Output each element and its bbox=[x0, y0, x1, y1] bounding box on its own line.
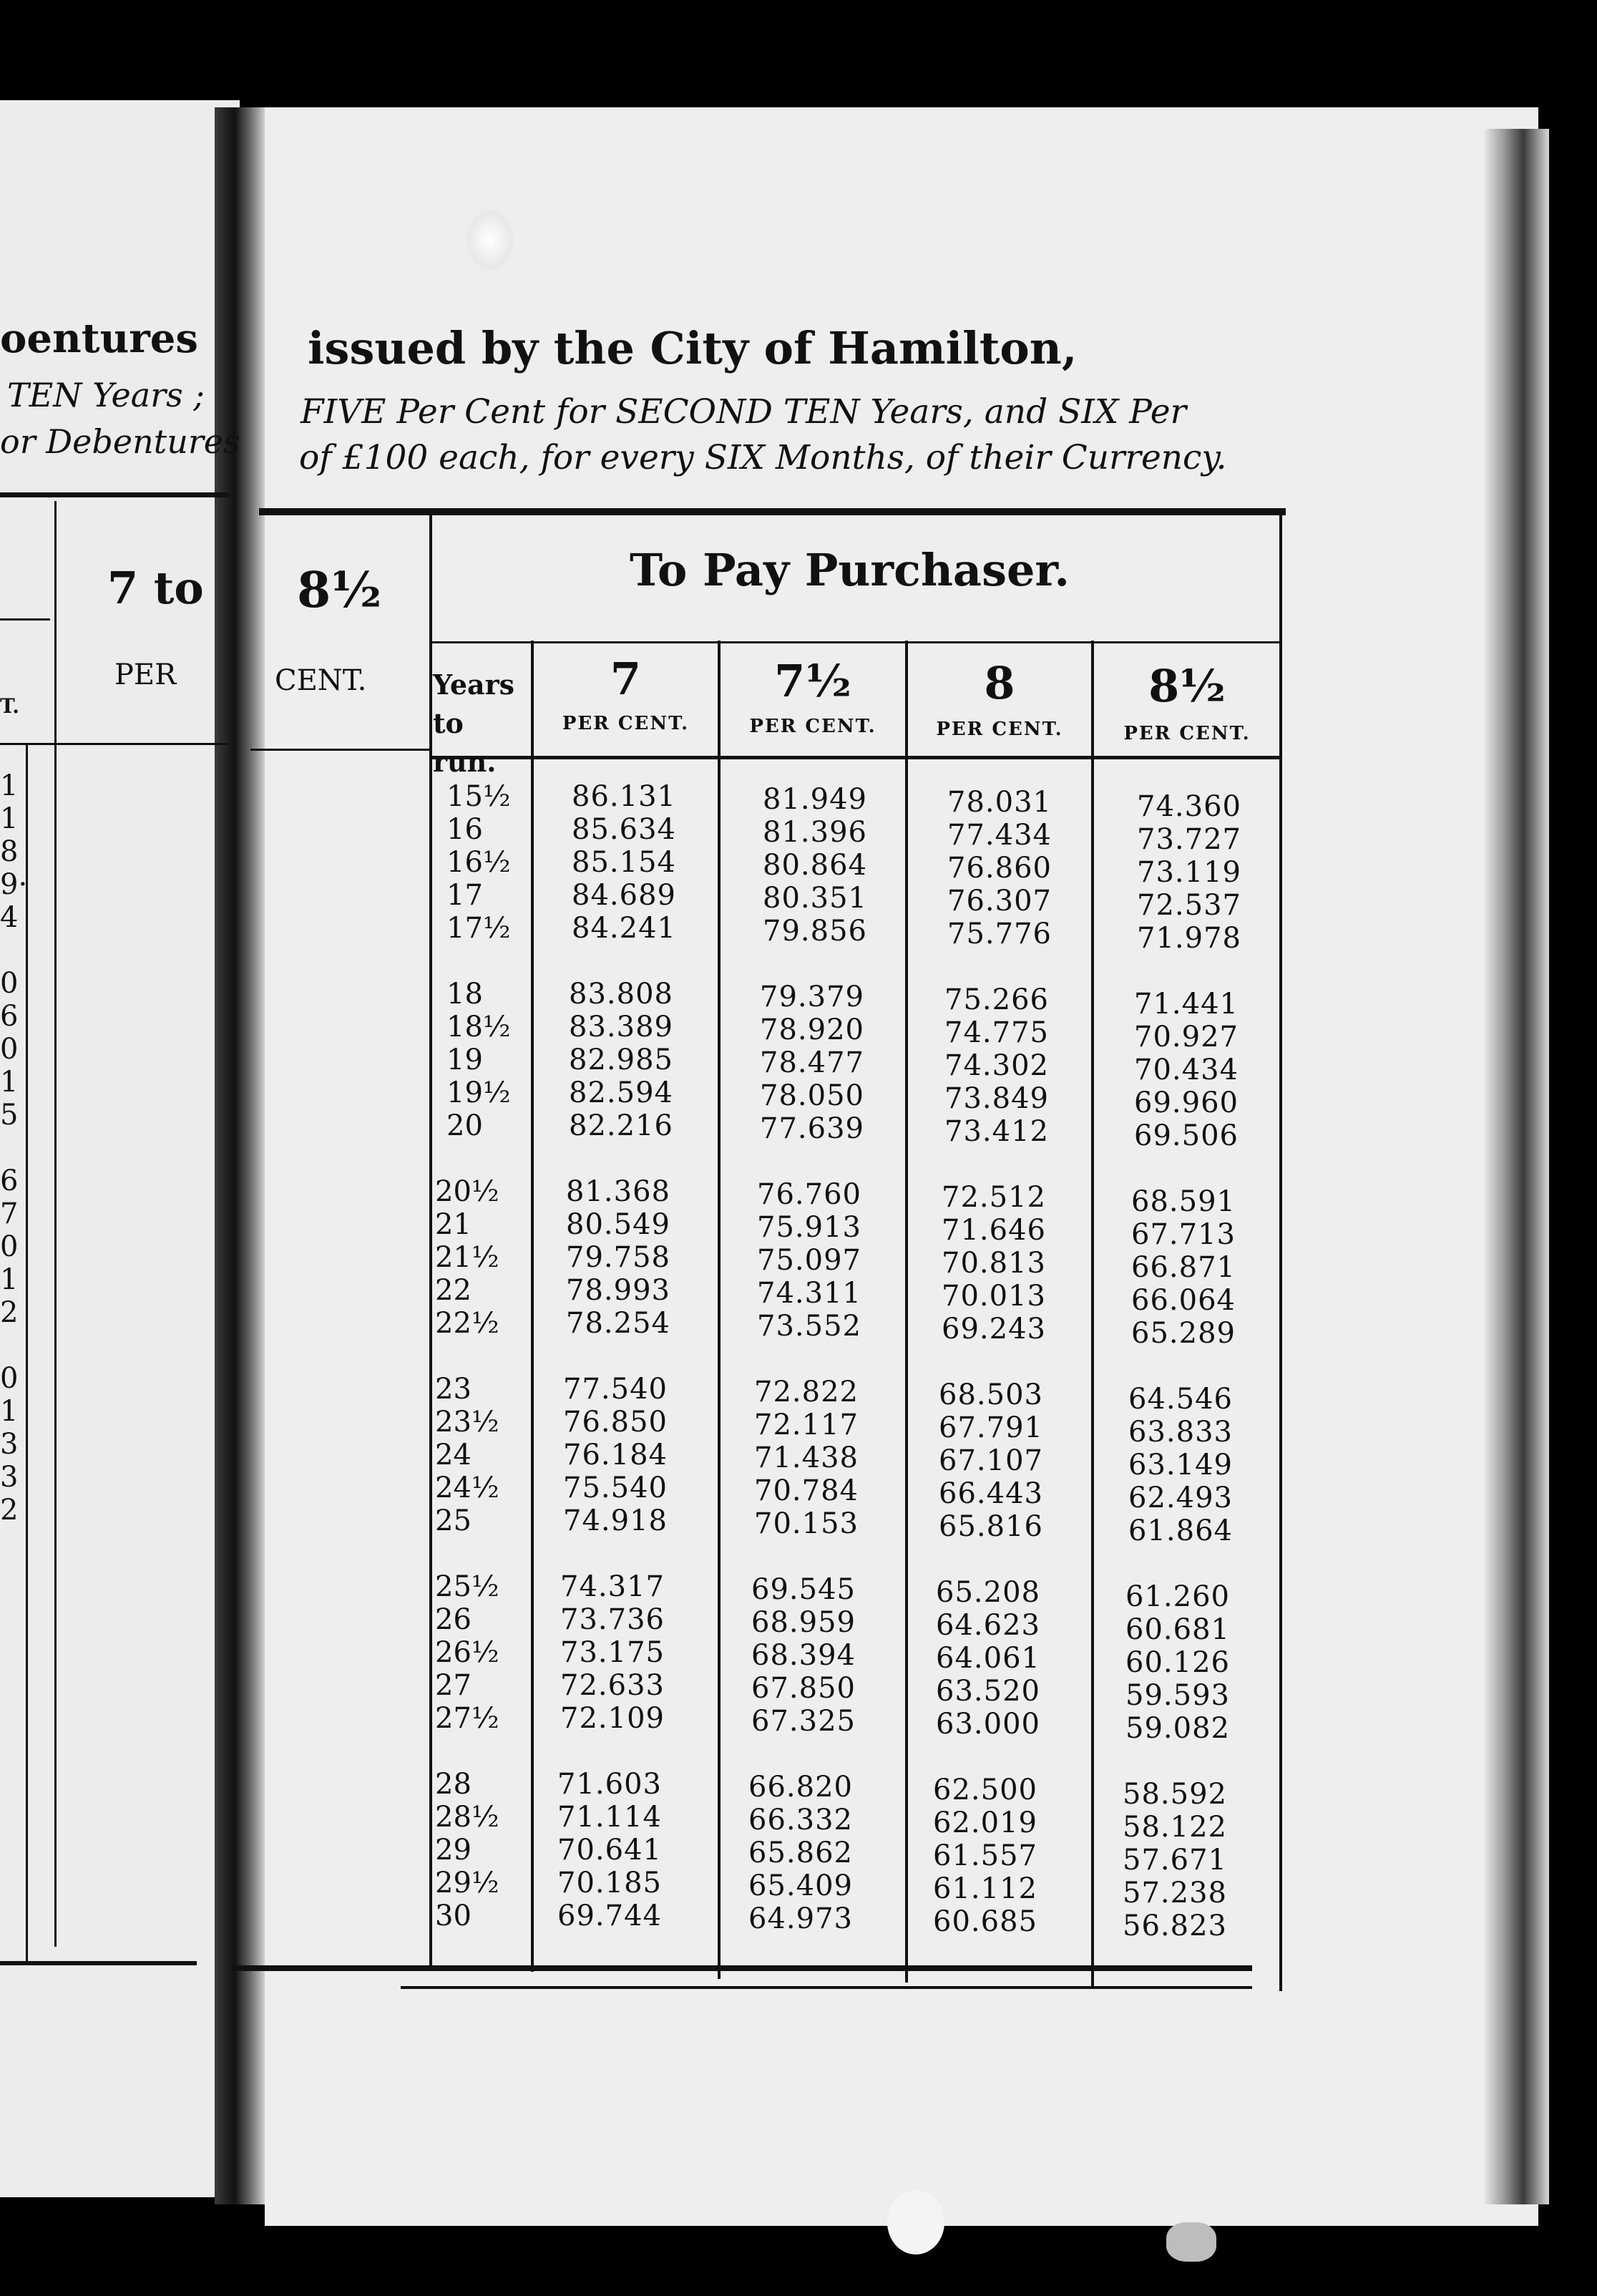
table-bottom-rule-2 bbox=[401, 1986, 1252, 1989]
col-divider-years bbox=[531, 641, 534, 1972]
value-cell: 71.441 bbox=[1134, 988, 1239, 1021]
left-col-rate: 8½ bbox=[297, 562, 382, 619]
value-cell: 81.949 bbox=[763, 783, 867, 816]
value-cell: 59.082 bbox=[1125, 1712, 1230, 1745]
value-cell: 65.289 bbox=[1131, 1317, 1236, 1350]
left-col-divider-2 bbox=[26, 744, 28, 1961]
value-cell: 80.351 bbox=[763, 882, 867, 915]
value-cell: 80.549 bbox=[566, 1208, 670, 1241]
value-cell: 82.985 bbox=[569, 1044, 673, 1076]
value-cell: 66.064 bbox=[1131, 1284, 1236, 1317]
years-cell: 18½ bbox=[446, 1011, 511, 1044]
value-cell: 70.784 bbox=[754, 1474, 859, 1507]
years-cell: 25 bbox=[435, 1504, 472, 1537]
left-row-fragment: 7 bbox=[0, 1197, 19, 1230]
left-col-st: T. bbox=[0, 694, 19, 718]
value-cell: 58.122 bbox=[1123, 1811, 1227, 1844]
value-cell: 78.050 bbox=[760, 1079, 864, 1112]
years-cell: 29 bbox=[435, 1834, 472, 1867]
years-cell: 17½ bbox=[446, 912, 511, 945]
value-cell: 68.591 bbox=[1131, 1185, 1236, 1218]
value-cell: 66.820 bbox=[748, 1771, 853, 1804]
value-cell: 67.107 bbox=[939, 1444, 1043, 1477]
table-title-rule bbox=[432, 641, 1281, 643]
value-cell: 67.791 bbox=[939, 1411, 1043, 1444]
left-row-fragment: 1 bbox=[0, 769, 19, 802]
value-cell: 80.864 bbox=[763, 849, 867, 882]
left-line-2: or Debentures bbox=[0, 422, 240, 461]
value-cell: 75.266 bbox=[944, 983, 1049, 1016]
years-cell: 24 bbox=[435, 1439, 472, 1472]
value-cell: 75.097 bbox=[757, 1244, 861, 1277]
value-cell: 69.744 bbox=[557, 1899, 662, 1932]
table-title: To Pay Purchaser. bbox=[630, 544, 1070, 596]
years-cell: 18 bbox=[446, 978, 483, 1011]
value-cell: 70.153 bbox=[754, 1507, 859, 1540]
value-cell: 65.862 bbox=[748, 1837, 853, 1869]
years-cell: 19 bbox=[446, 1044, 483, 1076]
left-sub-rule bbox=[0, 618, 50, 621]
rate-label-7half: PER CENT. bbox=[749, 716, 876, 737]
years-cell: 16½ bbox=[446, 846, 511, 879]
years-cell: 30 bbox=[435, 1899, 472, 1932]
value-cell: 74.317 bbox=[560, 1570, 665, 1603]
value-cell: 63.149 bbox=[1128, 1449, 1233, 1482]
left-row-fragment: 0 bbox=[0, 1033, 19, 1066]
years-cell: 23 bbox=[435, 1373, 472, 1406]
left-row-fragment: 8 bbox=[0, 835, 19, 868]
value-cell: 66.332 bbox=[748, 1804, 853, 1837]
years-cell: 25½ bbox=[435, 1570, 499, 1603]
value-cell: 69.960 bbox=[1134, 1086, 1239, 1119]
value-cell: 61.557 bbox=[933, 1839, 1037, 1872]
value-cell: 77.540 bbox=[563, 1373, 668, 1406]
left-col-per: PER bbox=[114, 658, 177, 691]
value-cell: 86.131 bbox=[572, 780, 676, 813]
value-cell: 73.552 bbox=[757, 1310, 861, 1343]
table-left-divider bbox=[429, 512, 432, 1967]
left-heading: oentures bbox=[0, 315, 198, 362]
value-cell: 68.959 bbox=[751, 1606, 856, 1639]
left-row-fragment: 1 bbox=[0, 1395, 19, 1428]
value-cell: 70.813 bbox=[942, 1247, 1046, 1280]
years-cell: 24½ bbox=[435, 1472, 499, 1504]
left-row-fragment: 6 bbox=[0, 1164, 19, 1197]
left-col-divider bbox=[54, 501, 57, 1947]
value-cell: 66.871 bbox=[1131, 1251, 1236, 1284]
table-header-rule bbox=[429, 756, 1281, 759]
value-cell: 73.175 bbox=[560, 1636, 665, 1669]
value-cell: 77.639 bbox=[760, 1112, 864, 1145]
left-row-fragment: 0 bbox=[0, 967, 19, 1000]
left-row-fragment: 2 bbox=[0, 1296, 19, 1329]
years-cell: 22 bbox=[435, 1274, 472, 1307]
years-cell: 15½ bbox=[446, 780, 511, 813]
value-cell: 78.920 bbox=[760, 1013, 864, 1046]
value-cell: 74.302 bbox=[944, 1049, 1049, 1082]
table-top-rule bbox=[259, 508, 1286, 515]
value-cell: 73.727 bbox=[1137, 823, 1241, 856]
col-divider-7 bbox=[718, 641, 721, 1979]
value-cell: 70.434 bbox=[1134, 1054, 1239, 1086]
col-divider-7half bbox=[905, 641, 908, 1983]
rate-label-8half: PER CENT. bbox=[1123, 723, 1251, 744]
value-cell: 78.993 bbox=[566, 1274, 670, 1307]
value-cell: 61.112 bbox=[933, 1872, 1037, 1905]
col-divider-8 bbox=[1091, 641, 1094, 1986]
left-col-header-rule bbox=[250, 749, 429, 751]
value-cell: 70.013 bbox=[942, 1280, 1046, 1313]
value-cell: 78.477 bbox=[760, 1046, 864, 1079]
left-col-7to: 7 to bbox=[107, 562, 204, 614]
value-cell: 71.646 bbox=[942, 1214, 1046, 1247]
years-cell: 27½ bbox=[435, 1702, 499, 1735]
value-cell: 60.126 bbox=[1125, 1646, 1230, 1679]
left-col-cent: CENT. bbox=[275, 664, 367, 697]
value-cell: 71.603 bbox=[557, 1768, 662, 1801]
value-cell: 65.208 bbox=[936, 1576, 1040, 1609]
value-cell: 62.019 bbox=[933, 1806, 1037, 1839]
value-cell: 72.537 bbox=[1137, 889, 1241, 922]
years-cell: 26 bbox=[435, 1603, 472, 1636]
years-cell: 22½ bbox=[435, 1307, 499, 1340]
value-cell: 57.671 bbox=[1123, 1844, 1227, 1877]
value-cell: 72.117 bbox=[754, 1409, 859, 1441]
table-bottom-rule bbox=[233, 1965, 1252, 1971]
value-cell: 68.503 bbox=[939, 1378, 1043, 1411]
value-cell: 57.238 bbox=[1123, 1877, 1227, 1910]
subtitle-line-1: FIVE Per Cent for SECOND TEN Years, and SIX Per bbox=[301, 392, 1187, 432]
rate-header-8half: 8½ bbox=[1148, 660, 1226, 712]
value-cell: 65.409 bbox=[748, 1869, 853, 1902]
value-cell: 72.512 bbox=[942, 1181, 1046, 1214]
value-cell: 72.109 bbox=[560, 1702, 665, 1735]
left-row-fragment: 1 bbox=[0, 1263, 19, 1296]
years-cell: 29½ bbox=[435, 1867, 499, 1899]
value-cell: 74.311 bbox=[757, 1277, 861, 1310]
left-header-rule bbox=[0, 743, 229, 745]
value-cell: 64.061 bbox=[936, 1642, 1040, 1675]
left-row-fragment: 0 bbox=[0, 1362, 19, 1395]
years-cell: 20½ bbox=[435, 1175, 499, 1208]
left-row-fragment: 3 bbox=[0, 1428, 19, 1461]
value-cell: 64.973 bbox=[748, 1902, 853, 1935]
value-cell: 56.823 bbox=[1123, 1910, 1227, 1942]
left-row-fragment: 3 bbox=[0, 1461, 19, 1494]
value-cell: 73.736 bbox=[560, 1603, 665, 1636]
value-cell: 69.506 bbox=[1134, 1119, 1239, 1152]
years-cell: 19½ bbox=[446, 1076, 511, 1109]
value-cell: 79.379 bbox=[760, 981, 864, 1013]
value-cell: 82.594 bbox=[569, 1076, 673, 1109]
rate-header-7half: 7½ bbox=[774, 655, 851, 707]
rate-label-7: PER CENT. bbox=[562, 713, 690, 734]
value-cell: 72.822 bbox=[754, 1376, 859, 1409]
years-cell: 21½ bbox=[435, 1241, 499, 1274]
value-cell: 71.438 bbox=[754, 1441, 859, 1474]
value-cell: 64.623 bbox=[936, 1609, 1040, 1642]
value-cell: 62.500 bbox=[933, 1774, 1037, 1806]
value-cell: 74.918 bbox=[563, 1504, 668, 1537]
left-row-fragment: 4 bbox=[0, 901, 19, 934]
years-cell: 27 bbox=[435, 1669, 472, 1702]
value-cell: 67.850 bbox=[751, 1672, 856, 1705]
value-cell: 79.856 bbox=[763, 915, 867, 948]
value-cell: 62.493 bbox=[1128, 1482, 1233, 1514]
value-cell: 73.849 bbox=[944, 1082, 1049, 1115]
value-cell: 64.546 bbox=[1128, 1383, 1233, 1416]
years-cell: 21 bbox=[435, 1208, 472, 1241]
value-cell: 84.689 bbox=[572, 879, 676, 912]
paper-blemish bbox=[1166, 2222, 1216, 2262]
value-cell: 81.368 bbox=[566, 1175, 670, 1208]
value-cell: 77.434 bbox=[947, 819, 1052, 852]
page-title: issued by the City of Hamilton, bbox=[308, 322, 1078, 374]
value-cell: 69.545 bbox=[751, 1573, 856, 1606]
value-cell: 61.260 bbox=[1125, 1580, 1230, 1613]
years-header: Years to run. bbox=[433, 668, 515, 778]
rate-header-8: 8 bbox=[984, 657, 1015, 709]
left-row-fragment: 5 bbox=[0, 1099, 19, 1132]
value-cell: 71.114 bbox=[557, 1801, 662, 1834]
page-edge bbox=[1485, 129, 1549, 2204]
value-cell: 67.713 bbox=[1131, 1218, 1236, 1251]
value-cell: 73.119 bbox=[1137, 856, 1241, 889]
value-cell: 71.978 bbox=[1137, 922, 1241, 955]
value-cell: 67.325 bbox=[751, 1705, 856, 1738]
value-cell: 85.634 bbox=[572, 813, 676, 846]
rate-header-7: 7 bbox=[610, 653, 642, 705]
value-cell: 74.360 bbox=[1137, 790, 1241, 823]
years-cell: 28½ bbox=[435, 1801, 499, 1834]
value-cell: 63.520 bbox=[936, 1675, 1040, 1708]
value-cell: 76.307 bbox=[947, 885, 1052, 918]
years-cell: 23½ bbox=[435, 1406, 499, 1439]
value-cell: 70.185 bbox=[557, 1867, 662, 1899]
value-cell: 75.776 bbox=[947, 918, 1052, 950]
value-cell: 70.927 bbox=[1134, 1021, 1239, 1054]
value-cell: 75.913 bbox=[757, 1211, 861, 1244]
value-cell: 68.394 bbox=[751, 1639, 856, 1672]
years-cell: 16 bbox=[446, 813, 483, 846]
value-cell: 61.864 bbox=[1128, 1514, 1233, 1547]
left-line-1: TEN Years ; bbox=[7, 376, 205, 414]
value-cell: 75.540 bbox=[563, 1472, 668, 1504]
value-cell: 83.808 bbox=[569, 978, 673, 1011]
left-row-fragment: 2 bbox=[0, 1494, 19, 1527]
value-cell: 76.850 bbox=[563, 1406, 668, 1439]
years-cell: 20 bbox=[446, 1109, 483, 1142]
value-cell: 81.396 bbox=[763, 816, 867, 849]
value-cell: 78.254 bbox=[566, 1307, 670, 1340]
left-row-fragment: 6 bbox=[0, 1000, 19, 1033]
years-cell: 26½ bbox=[435, 1636, 499, 1669]
value-cell: 78.031 bbox=[947, 786, 1052, 819]
value-cell: 72.633 bbox=[560, 1669, 665, 1702]
value-cell: 66.443 bbox=[939, 1477, 1043, 1510]
paper-blemish bbox=[465, 208, 515, 272]
value-cell: 79.758 bbox=[566, 1241, 670, 1274]
paper-blemish bbox=[887, 2190, 944, 2254]
value-cell: 60.685 bbox=[933, 1905, 1037, 1938]
rate-label-8: PER CENT. bbox=[936, 719, 1063, 740]
years-cell: 28 bbox=[435, 1768, 472, 1801]
value-cell: 74.775 bbox=[944, 1016, 1049, 1049]
left-bottom-rule bbox=[0, 1961, 197, 1965]
value-cell: 73.412 bbox=[944, 1115, 1049, 1148]
left-page bbox=[0, 100, 240, 2197]
left-row-fragment: 1 bbox=[0, 1066, 19, 1099]
left-rule bbox=[0, 492, 229, 497]
value-cell: 58.592 bbox=[1123, 1778, 1227, 1811]
value-cell: 76.860 bbox=[947, 852, 1052, 885]
value-cell: 76.760 bbox=[757, 1178, 861, 1211]
years-cell: 17 bbox=[446, 879, 483, 912]
left-row-fragment: 9· bbox=[0, 868, 28, 901]
subtitle-line-2: of £100 each, for every SIX Months, of their Currency. bbox=[299, 438, 1227, 477]
value-cell: 63.833 bbox=[1128, 1416, 1233, 1449]
value-cell: 84.241 bbox=[572, 912, 676, 945]
value-cell: 69.243 bbox=[942, 1313, 1046, 1346]
left-row-fragment: 0 bbox=[0, 1230, 19, 1263]
value-cell: 60.681 bbox=[1125, 1613, 1230, 1646]
value-cell: 83.389 bbox=[569, 1011, 673, 1044]
value-cell: 70.641 bbox=[557, 1834, 662, 1867]
left-row-fragment: 1 bbox=[0, 802, 19, 835]
value-cell: 76.184 bbox=[563, 1439, 668, 1472]
value-cell: 82.216 bbox=[569, 1109, 673, 1142]
value-cell: 85.154 bbox=[572, 846, 676, 879]
value-cell: 65.816 bbox=[939, 1510, 1043, 1543]
value-cell: 63.000 bbox=[936, 1708, 1040, 1741]
value-cell: 59.593 bbox=[1125, 1679, 1230, 1712]
